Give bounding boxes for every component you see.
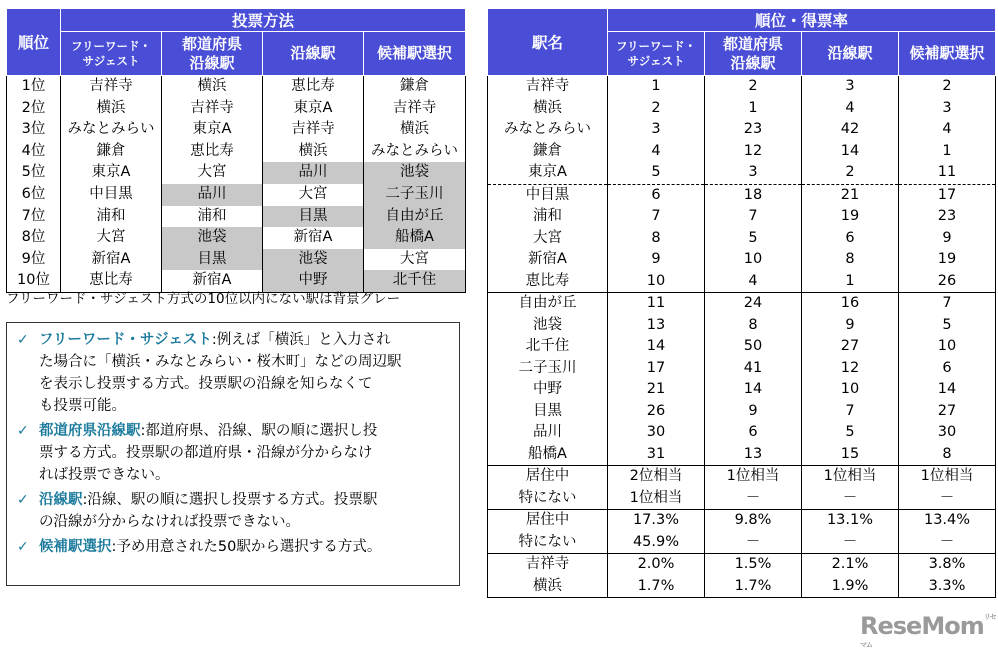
col-header-1 (162, 32, 263, 76)
station-name-cell: 居住中 (488, 466, 608, 488)
table-row (488, 379, 996, 401)
note-line (39, 489, 377, 511)
rank-cell: 3位 (7, 119, 61, 141)
value-cell: 14 (899, 379, 996, 401)
col-header-line1: フリーワード・ (70, 38, 152, 53)
station-cell: 吉祥寺 (61, 76, 162, 98)
ranking-by-method-table (6, 8, 466, 293)
station-cell: 東京A (162, 119, 263, 141)
col-header-line1: 候補駅選択 (909, 44, 985, 62)
station-cell: 鎌倉 (61, 141, 162, 163)
col-header-2 (802, 32, 899, 76)
station-cell: 新宿A (162, 270, 263, 292)
col-header-line2: 沿線駅 (189, 53, 235, 72)
station-name-cell: 新宿A (488, 249, 608, 271)
value-cell: 23 (899, 206, 996, 228)
value-cell: 3.8% (899, 554, 996, 576)
note-text: :沿線、駅の順に選択し投票する方式。投票駅 (82, 492, 378, 508)
station-name-cell: 池袋 (488, 315, 608, 337)
col-header-line2: サジェスト (627, 53, 685, 68)
value-cell: 2.0% (608, 554, 705, 576)
value-cell: 4 (899, 119, 996, 141)
station-cell: 恵比寿 (61, 270, 162, 292)
method-term: 都道府県沿線駅 (39, 423, 141, 439)
check-icon: ✓ (17, 332, 29, 348)
rank-cell: 4位 (7, 141, 61, 163)
value-cell: 1 (899, 141, 996, 163)
value-cell: 9 (899, 228, 996, 250)
logo-text: ReseMom (860, 612, 984, 640)
value-cell: 31 (608, 444, 705, 466)
value-cell: 27 (899, 401, 996, 423)
station-cell: 新宿A (61, 249, 162, 271)
table-row (7, 141, 466, 163)
note-line (39, 351, 402, 373)
station-cell: 横浜 (61, 98, 162, 120)
station-cell: 自由が丘 (364, 206, 466, 228)
station-cell: 東京A (263, 98, 364, 120)
table-row (488, 401, 996, 423)
table-row (488, 336, 996, 358)
value-cell: 8 (608, 228, 705, 250)
value-cell: 10 (608, 271, 705, 293)
table-row (488, 249, 996, 271)
value-cell: 2.1% (802, 554, 899, 576)
station-name-cell: 恵比寿 (488, 271, 608, 293)
station-name-cell: みなとみらい (488, 119, 608, 141)
station-cell: 吉祥寺 (162, 98, 263, 120)
value-cell: 2 (899, 76, 996, 98)
value-cell: 5 (802, 422, 899, 444)
value-cell: 3 (899, 98, 996, 120)
value-cell: － (802, 532, 899, 554)
station-cell: 池袋 (364, 162, 466, 184)
station-name-cell: 横浜 (488, 576, 608, 598)
note-text: 票する方式。投票駅の都道府県・沿線が分からなけ (39, 445, 373, 461)
station-cell: 横浜 (263, 141, 364, 163)
station-cell: 品川 (263, 162, 364, 184)
value-cell: 4 (802, 98, 899, 120)
station-cell: 恵比寿 (263, 76, 364, 98)
station-name-cell: 東京A (488, 162, 608, 184)
value-cell: 6 (608, 184, 705, 206)
station-name-cell: 中野 (488, 379, 608, 401)
station-cell: 船橋A (364, 227, 466, 249)
station-name-cell: 大宮 (488, 228, 608, 250)
check-icon: ✓ (17, 423, 29, 439)
value-cell: 6 (899, 358, 996, 380)
table-row (488, 554, 996, 576)
station-name-cell: 居住中 (488, 510, 608, 532)
value-cell: 1位相当 (608, 488, 705, 510)
value-cell: － (802, 488, 899, 510)
value-cell: 16 (802, 293, 899, 315)
note-text: た場合に「横浜・みなとみらい・桜木町」などの周辺駅 (39, 354, 402, 370)
table-row (7, 98, 466, 120)
value-cell: 23 (705, 119, 802, 141)
value-cell: 1 (802, 271, 899, 293)
col-header-1 (705, 32, 802, 76)
value-cell: 1位相当 (802, 466, 899, 488)
table-row (7, 162, 466, 184)
value-cell: 21 (608, 379, 705, 401)
value-cell: 26 (608, 401, 705, 423)
value-cell: 50 (705, 336, 802, 358)
value-cell: 30 (608, 422, 705, 444)
rank-header: 順位 (7, 9, 61, 76)
station-name-cell: 中目黒 (488, 184, 608, 206)
station-name-cell: 北千住 (488, 336, 608, 358)
voting-method-header: 投票方法 (61, 9, 466, 32)
rank-cell: 2位 (7, 98, 61, 120)
value-cell: 30 (899, 422, 996, 444)
station-cell: 大宮 (162, 162, 263, 184)
note-body (39, 329, 402, 417)
value-cell: 13.1% (802, 510, 899, 532)
table-row (488, 206, 996, 228)
value-cell: 42 (802, 119, 899, 141)
note-line (39, 420, 377, 442)
note-body (39, 420, 377, 486)
value-cell: 5 (705, 228, 802, 250)
col-header-3 (364, 32, 466, 76)
value-cell: 11 (899, 162, 996, 184)
table-row (7, 227, 466, 249)
station-cell: 浦和 (162, 206, 263, 228)
value-cell: 17 (608, 358, 705, 380)
station-name-cell: 吉祥寺 (488, 76, 608, 98)
station-cell: 大宮 (263, 184, 364, 206)
value-cell: 1 (705, 98, 802, 120)
value-cell: 3 (705, 162, 802, 184)
value-cell: 5 (608, 162, 705, 184)
value-cell: 8 (899, 444, 996, 466)
note-text: :予め用意された50駅から選択する方式。 (111, 539, 382, 555)
note-text: れば投票できない。 (39, 467, 170, 483)
value-cell: 4 (705, 271, 802, 293)
value-cell: 7 (705, 206, 802, 228)
note-line (39, 395, 402, 417)
station-name-cell: 鎌倉 (488, 141, 608, 163)
table-row (7, 249, 466, 271)
station-cell: 目黒 (263, 206, 364, 228)
value-cell: 9 (705, 401, 802, 423)
value-cell: 10 (899, 336, 996, 358)
value-cell: 9 (608, 249, 705, 271)
value-cell: 1位相当 (705, 466, 802, 488)
station-name-cell: 特にない (488, 488, 608, 510)
value-cell: 2位相当 (608, 466, 705, 488)
table-row (7, 206, 466, 228)
station-cell: 品川 (162, 184, 263, 206)
station-cell: 吉祥寺 (364, 98, 466, 120)
note-text: の沿線が分からなければ投票できない。 (39, 514, 300, 530)
note-text: :都道府県、沿線、駅の順に選択し投 (140, 423, 378, 439)
col-header-0 (608, 32, 705, 76)
note-line (39, 464, 377, 486)
station-name-cell: 吉祥寺 (488, 554, 608, 576)
value-cell: － (899, 488, 996, 510)
station-name-cell: 自由が丘 (488, 293, 608, 315)
station-cell: 東京A (61, 162, 162, 184)
value-cell: 2 (705, 76, 802, 98)
value-cell: － (705, 488, 802, 510)
value-cell: 4 (608, 141, 705, 163)
station-cell: 北千住 (364, 270, 466, 292)
note-text: も投票可能。 (39, 398, 126, 414)
value-cell: 3 (608, 119, 705, 141)
value-cell: 15 (802, 444, 899, 466)
method-note (17, 536, 451, 558)
table-row (488, 119, 996, 141)
value-cell: 2 (802, 162, 899, 184)
table-row (488, 488, 996, 510)
table-row (488, 98, 996, 120)
station-cell: みなとみらい (364, 141, 466, 163)
value-cell: 1.7% (705, 576, 802, 598)
station-cell: 浦和 (61, 206, 162, 228)
value-cell: 6 (802, 228, 899, 250)
resemom-logo (860, 612, 998, 668)
station-cell: 目黒 (162, 249, 263, 271)
col-header-2 (263, 32, 364, 76)
station-cell: 横浜 (162, 76, 263, 98)
value-cell: 3.3% (899, 576, 996, 598)
value-cell: 21 (802, 184, 899, 206)
method-term: 沿線駅 (39, 492, 83, 508)
value-cell: 14 (608, 336, 705, 358)
value-cell: 24 (705, 293, 802, 315)
station-name-cell: 品川 (488, 422, 608, 444)
value-cell: 1.9% (802, 576, 899, 598)
station-name-cell: 船橋A (488, 444, 608, 466)
table-row (488, 228, 996, 250)
col-header-line1: 都道府県 (181, 34, 242, 53)
value-cell: 7 (608, 206, 705, 228)
station-cell: 大宮 (61, 227, 162, 249)
rank-cell: 7位 (7, 206, 61, 228)
value-cell: 10 (705, 249, 802, 271)
value-cell: 12 (802, 358, 899, 380)
value-cell: 12 (705, 141, 802, 163)
table-row (7, 119, 466, 141)
station-name-cell: 特にない (488, 532, 608, 554)
check-icon: ✓ (17, 492, 29, 508)
value-cell: 13.4% (899, 510, 996, 532)
station-cell: 大宮 (364, 249, 466, 271)
col-header-3 (899, 32, 996, 76)
station-cell: 吉祥寺 (263, 119, 364, 141)
method-note (17, 420, 451, 486)
station-rank-rate-table (487, 8, 996, 598)
station-cell: 池袋 (162, 227, 263, 249)
value-cell: 9.8% (705, 510, 802, 532)
value-cell: 1位相当 (899, 466, 996, 488)
station-cell: 二子玉川 (364, 184, 466, 206)
note-line (39, 373, 402, 395)
value-cell: － (899, 532, 996, 554)
station-name-cell: 横浜 (488, 98, 608, 120)
note-line (39, 536, 381, 558)
table-row (488, 358, 996, 380)
value-cell: 11 (608, 293, 705, 315)
value-cell: 14 (705, 379, 802, 401)
table-row (488, 162, 996, 184)
table-row (488, 141, 996, 163)
right-table-body (488, 76, 996, 598)
note-body (39, 536, 381, 558)
note-line (39, 442, 377, 464)
station-cell: 中野 (263, 270, 364, 292)
rank-cell: 10位 (7, 270, 61, 292)
value-cell: 9 (802, 315, 899, 337)
note-line (39, 511, 377, 533)
value-cell: 26 (899, 271, 996, 293)
note-text: :例えば「横浜」と入力され (211, 332, 391, 348)
method-note (17, 329, 451, 417)
col-header-line1: 沿線駅 (290, 44, 336, 62)
station-name-cell: 目黒 (488, 401, 608, 423)
left-table-body (7, 76, 466, 293)
value-cell: 8 (802, 249, 899, 271)
table-row (488, 315, 996, 337)
station-cell: みなとみらい (61, 119, 162, 141)
rank-cell: 9位 (7, 249, 61, 271)
value-cell: 41 (705, 358, 802, 380)
table-row (488, 184, 996, 206)
station-cell: 池袋 (263, 249, 364, 271)
value-cell: 1 (608, 76, 705, 98)
table-row (488, 576, 996, 598)
value-cell: 5 (899, 315, 996, 337)
table-row (7, 184, 466, 206)
rank-cell: 1位 (7, 76, 61, 98)
logo-mark: リセマム (860, 613, 996, 649)
station-cell: 恵比寿 (162, 141, 263, 163)
left-col-headers (7, 32, 466, 76)
value-cell: 1.7% (608, 576, 705, 598)
table-row (488, 510, 996, 532)
station-cell: 新宿A (263, 227, 364, 249)
value-cell: 3 (802, 76, 899, 98)
value-cell: 18 (705, 184, 802, 206)
value-cell: 6 (705, 422, 802, 444)
col-header-line1: 都道府県 (722, 34, 783, 53)
value-cell: 10 (802, 379, 899, 401)
value-cell: 14 (802, 141, 899, 163)
rank-cell: 5位 (7, 162, 61, 184)
station-cell: 中目黒 (61, 184, 162, 206)
value-cell: 17.3% (608, 510, 705, 532)
note-body (39, 489, 377, 533)
col-header-line1: 沿線駅 (827, 44, 873, 62)
method-term: フリーワード・サジェスト (39, 332, 212, 348)
rank-cell: 8位 (7, 227, 61, 249)
value-cell: 1.5% (705, 554, 802, 576)
station-cell: 鎌倉 (364, 76, 466, 98)
value-cell: 8 (705, 315, 802, 337)
station-name-header: 駅名 (488, 9, 608, 76)
value-cell: 13 (608, 315, 705, 337)
table-row (488, 293, 996, 315)
table-row (488, 466, 996, 488)
col-header-line1: フリーワード・ (615, 38, 697, 53)
method-term: 候補駅選択 (39, 539, 112, 555)
col-header-0 (61, 32, 162, 76)
table-row (488, 532, 996, 554)
station-cell: 横浜 (364, 119, 466, 141)
method-note (17, 489, 451, 533)
station-name-cell: 二子玉川 (488, 358, 608, 380)
col-header-line1: 候補駅選択 (377, 44, 453, 62)
station-name-cell: 浦和 (488, 206, 608, 228)
col-header-line2: サジェスト (82, 53, 140, 68)
table-row (488, 271, 996, 293)
value-cell: － (705, 532, 802, 554)
rank-cell: 6位 (7, 184, 61, 206)
table-row (488, 444, 996, 466)
note-line (39, 329, 402, 351)
table-row (488, 76, 996, 98)
note-text: を表示し投票する方式。投票駅の沿線を知らなくて (39, 376, 373, 392)
value-cell: 13 (705, 444, 802, 466)
value-cell: 17 (899, 184, 996, 206)
method-description-box (6, 322, 460, 586)
value-cell: 2 (608, 98, 705, 120)
value-cell: 19 (802, 206, 899, 228)
value-cell: 45.9% (608, 532, 705, 554)
col-header-line2: 沿線駅 (730, 53, 776, 72)
rank-rate-header: 順位・得票率 (608, 9, 996, 32)
value-cell: 19 (899, 249, 996, 271)
value-cell: 7 (899, 293, 996, 315)
value-cell: 27 (802, 336, 899, 358)
table-row (7, 76, 466, 98)
gray-background-footnote: フリーワード・サジェスト方式の10位以内にない駅は背景グレー (6, 291, 401, 307)
value-cell: 7 (802, 401, 899, 423)
check-icon: ✓ (17, 539, 29, 555)
table-row (488, 422, 996, 444)
